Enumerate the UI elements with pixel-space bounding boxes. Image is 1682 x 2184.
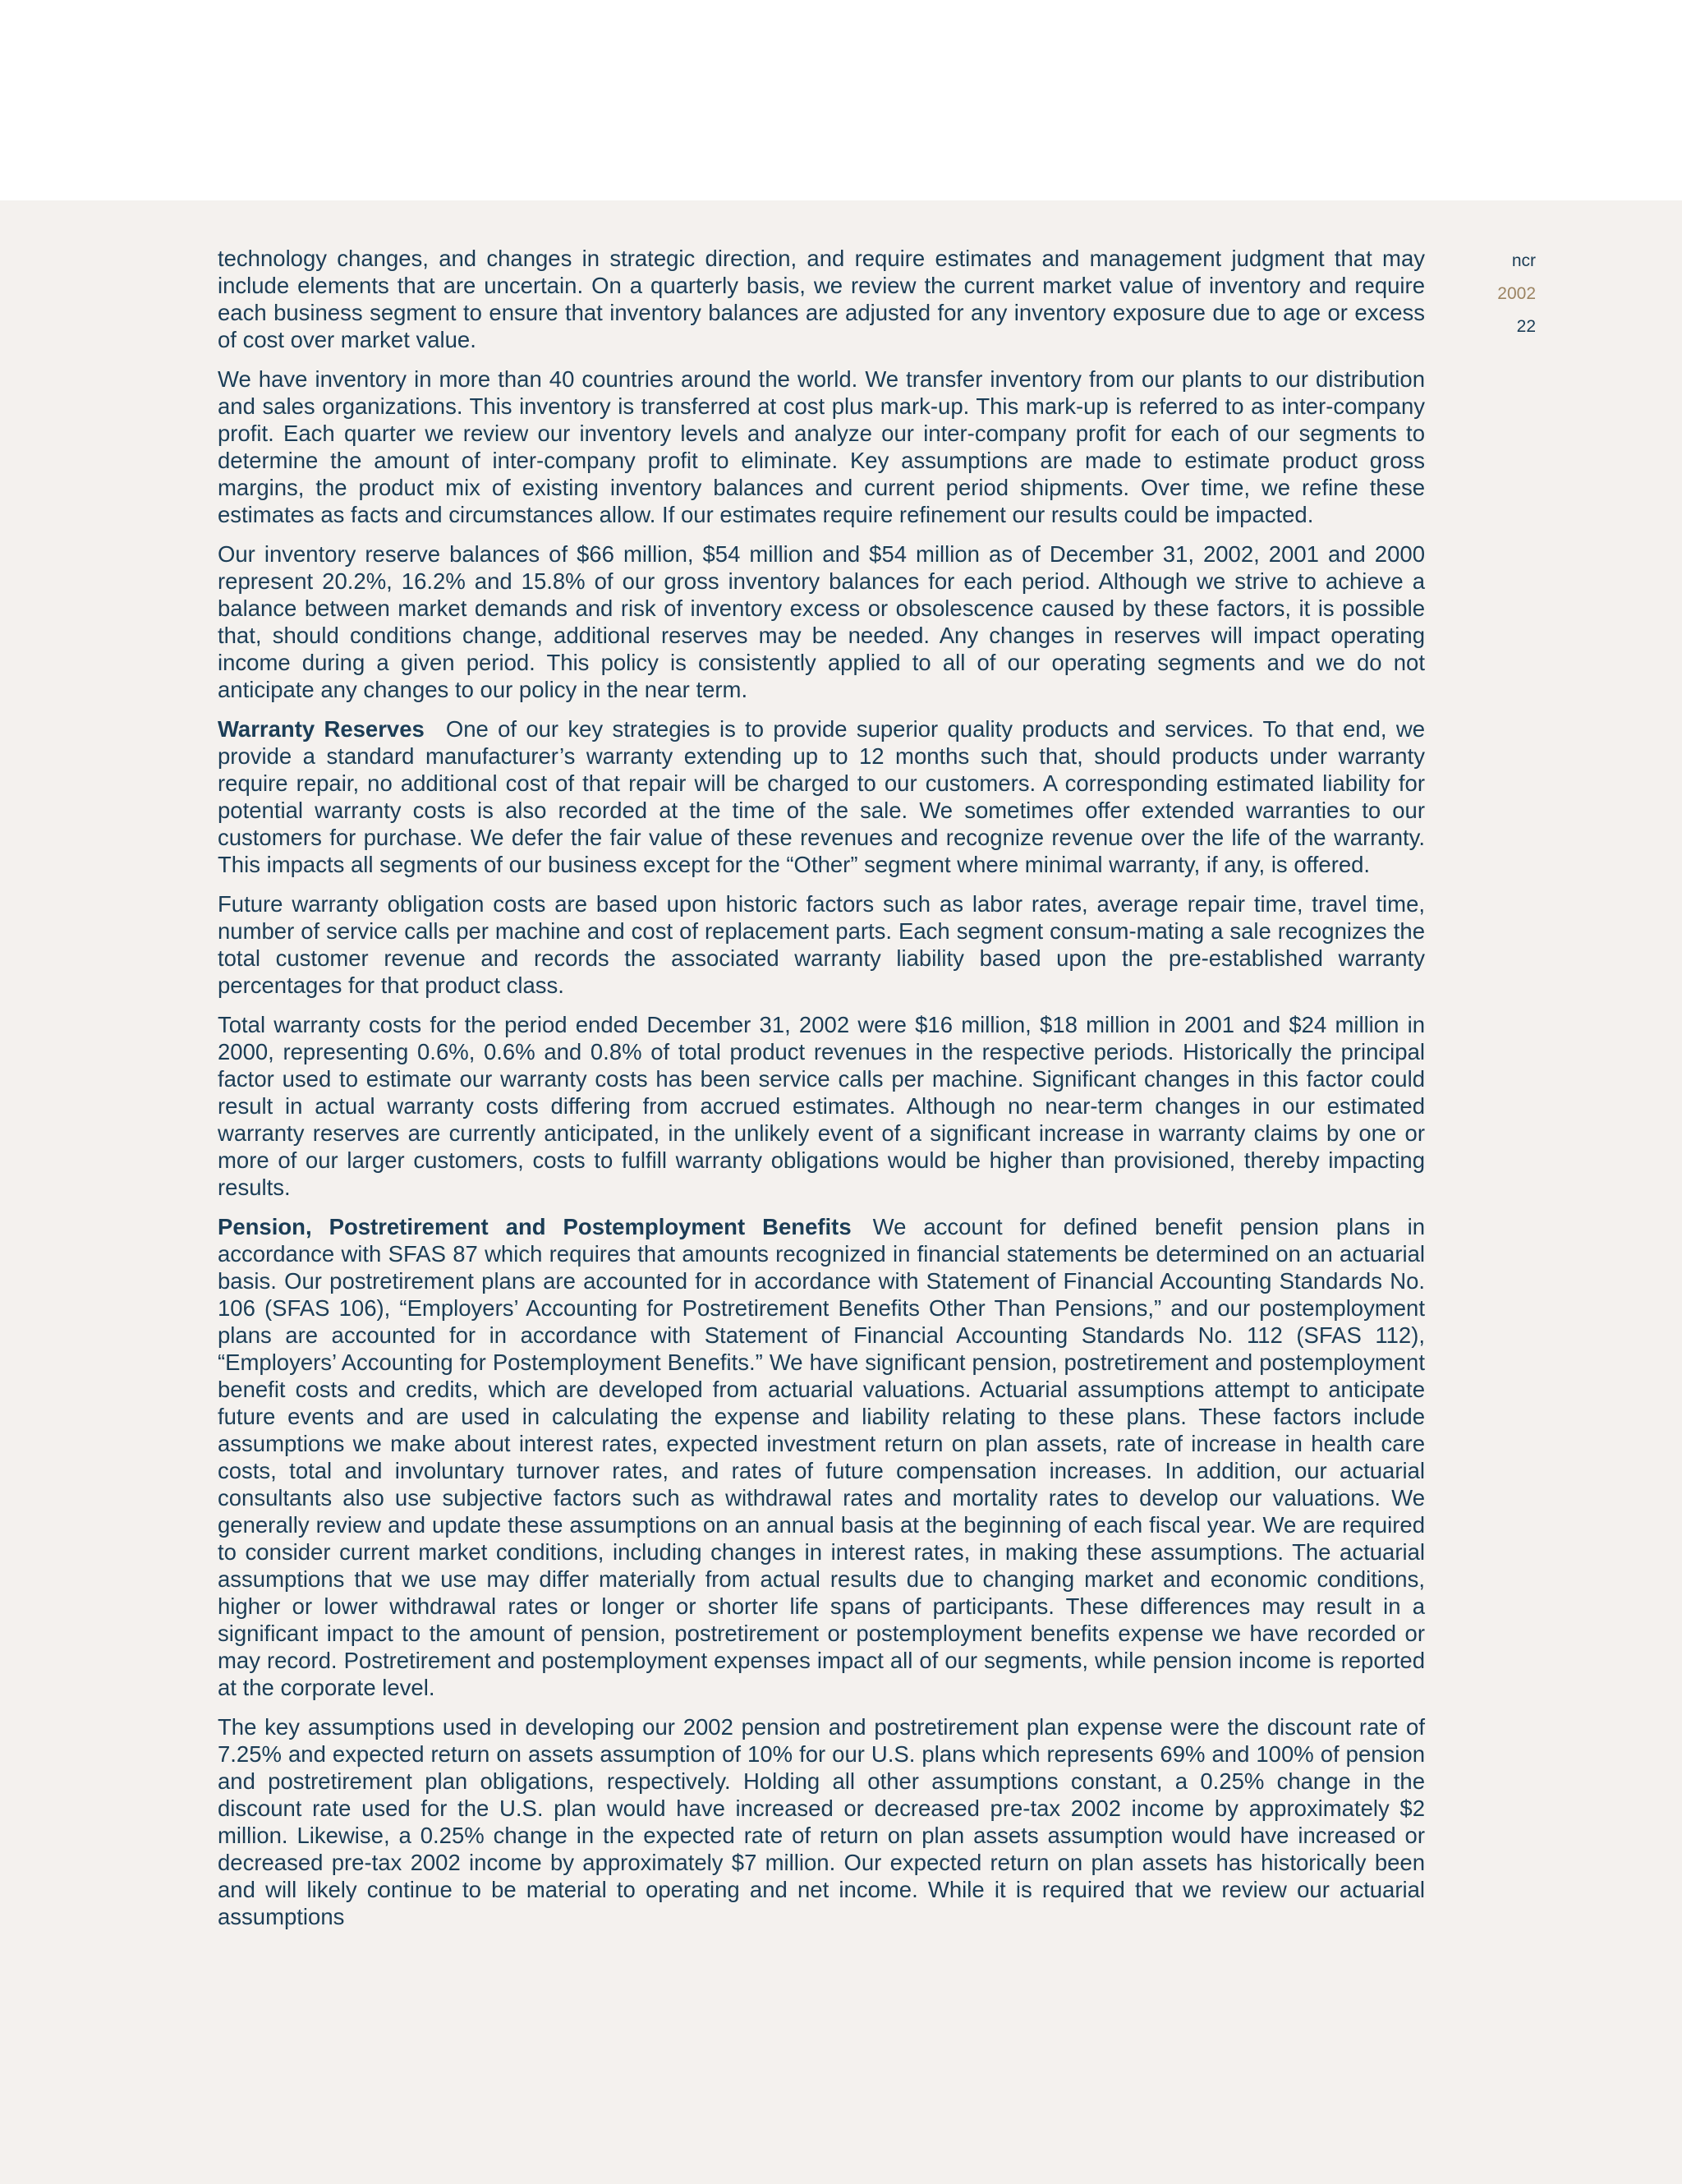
paragraph-text: One of our key strategies is to provide superior quality products and services. To that end, we provide a standard manufacturer’s warranty extending up to 12 months such that, should products under warranty require repair, no additional cost of that repair will be charged to our customers. A corresponding estimated liability for potential warranty costs is also recorded at the time of the sale. We sometimes offer extended warranties to our customers for purchase. We defer the fair value of these revenues and recognize revenue over the life of the warranty. This impacts all segments of our business except for the “Other” segment where minimal warranty, if any, is offered. xyxy=(218,716,1425,877)
top-margin xyxy=(0,0,1682,200)
paragraph-key-assumptions: The key assumptions used in developing our 2002 pension and postretirement plan expense were the discount rate of 7.25% and expected return on assets assumption of 10% for our U.S. plans which represents 69% and 100% of pension and postretirement plan obligations, respectively. Holding all other assumptions constant, a 0.25% change in the discount rate used for the U.S. plan would have increased or decreased pre-tax 2002 income by approximately $2 million. Likewise, a 0.25% change in the expected rate of return on plan assets assumption would have increased or decreased pre-tax 2002 income by approximately $7 million. Our expected return on plan assets has historically been and will likely continue to be material to operating and net income. While it is required that we review our actuarial assumptions xyxy=(218,1714,1425,1929)
section-heading-pension-benefits: Pension, Postretirement and Postemployment Benefits xyxy=(218,1214,852,1239)
paragraph-pension-benefits xyxy=(218,1213,1425,1701)
document-body xyxy=(218,245,1425,1943)
brand-name: ncr xyxy=(1511,251,1536,270)
report-year: 2002 xyxy=(1497,284,1536,303)
paragraph-warranty-reserves xyxy=(218,715,1425,878)
page-number: 22 xyxy=(1516,317,1536,336)
section-heading-warranty-reserves: Warranty Reserves xyxy=(218,716,425,742)
paragraph-intercompany-profit: We have inventory in more than 40 countries around the world. We transfer inventory from our plants to our distribution and sales organizations. This inventory is transferred at cost plus mark-up. This mark-up is referred to as inter-company profit. Each quarter we review our inventory levels and analyze our inter-company profit for each of our segments to determine the amount of inter-company profit to eliminate. Key assumptions are made to estimate product gross margins, the product mix of existing inventory balances and current period shipments. Over time, we refine these estimates as facts and circumstances allow. If our estimates require refinement our results could be impacted. xyxy=(218,366,1425,527)
paragraph-inventory-reserves: Our inventory reserve balances of $66 million, $54 million and $54 million as of December 31, 2002, 2001 and 2000 represent 20.2%, 16.2% and 15.8% of our gross inventory balances for each period. Although we strive to achieve a balance between market demands and risk of inventory excess or obsolescence caused by these factors, it is possible that, should conditions change, additional reserves may be needed. Any changes in reserves will impact operating income during a given period. This policy is consistently applied to all of our operating segments and we do not anticipate any changes to our policy in the near term. xyxy=(218,541,1425,702)
page-sidebar xyxy=(1495,245,1536,343)
paragraph-text: We account for defined benefit pension plans in accordance with SFAS 87 which requires that amounts recognized in financial statements be determined on an actuarial basis. Our postretirement plans are accounted for in accordance with Statement of Financial Accounting Standards No. 106 (SFAS 106), “Employers’ Accounting for Postretirement Benefits Other Than Pensions,” and our postemployment plans are accounted for in accordance with Statement of Financial Accounting Standards No. 112 (SFAS 112), “Employers’ Accounting for Postemployment Benefits.” We have significant pension, postretirement and postemployment benefit costs and credits, which are developed from actuarial valuations. Actuarial assumptions attempt to anticipate future events and are used in calculating the expense and liability relating to these plans. These factors include assumptions we make about interest rates, expected investment return on plan assets, rate of increase in health care costs, total and involuntary turnover rates, and rates of future compensation increases. In addition, our actuarial consultants also use subjective factors such as withdrawal rates and mortality rates to develop our valuations. We generally review and update these assumptions on an annual basis at the beginning of each fiscal year. We are required to consider current market conditions, including changes in interest rates, in making these assumptions. The actuarial assumptions that we use may differ materially from actual results due to changing market and economic conditions, higher or lower withdrawal rates or longer or shorter life spans of participants. These differences may result in a significant impact to the amount of pension, postretirement or postemployment benefits expense we have recorded or may record. Postretirement and postemployment expenses impact all of our segments, while pension income is reported at the corporate level. xyxy=(218,1214,1425,1700)
paragraph-warranty-costs: Future warranty obligation costs are based upon historic factors such as labor rates, average repair time, travel time, number of service calls per machine and cost of replacement parts. Each segment consum-mating a sale recognizes the total customer revenue and records the associated warranty liability based upon the pre-established warranty percentages for that product class. xyxy=(218,891,1425,998)
paragraph-total-warranty-costs: Total warranty costs for the period ended December 31, 2002 were $16 million, $18 million in 2001 and $24 million in 2000, representing 0.6%, 0.6% and 0.8% of total product revenues in the respective periods. Historically the principal factor used to estimate our warranty costs has been service calls per machine. Significant changes in this factor could result in actual warranty costs differing from accrued estimates. Although no near-term changes in our estimated warranty reserves are currently anticipated, in the unlikely event of a significant increase in warranty claims by one or more of our larger customers, costs to fulfill warranty obligations would be higher than provisioned, thereby impacting results. xyxy=(218,1012,1425,1200)
paragraph-inventory-valuation: technology changes, and changes in strategic direction, and require estimates and management judgment that may include elements that are uncertain. On a quarterly basis, we review the current market value of inventory and require each business segment to ensure that inventory balances are adjusted for any inventory exposure due to age or excess of cost over market value. xyxy=(218,246,1425,352)
